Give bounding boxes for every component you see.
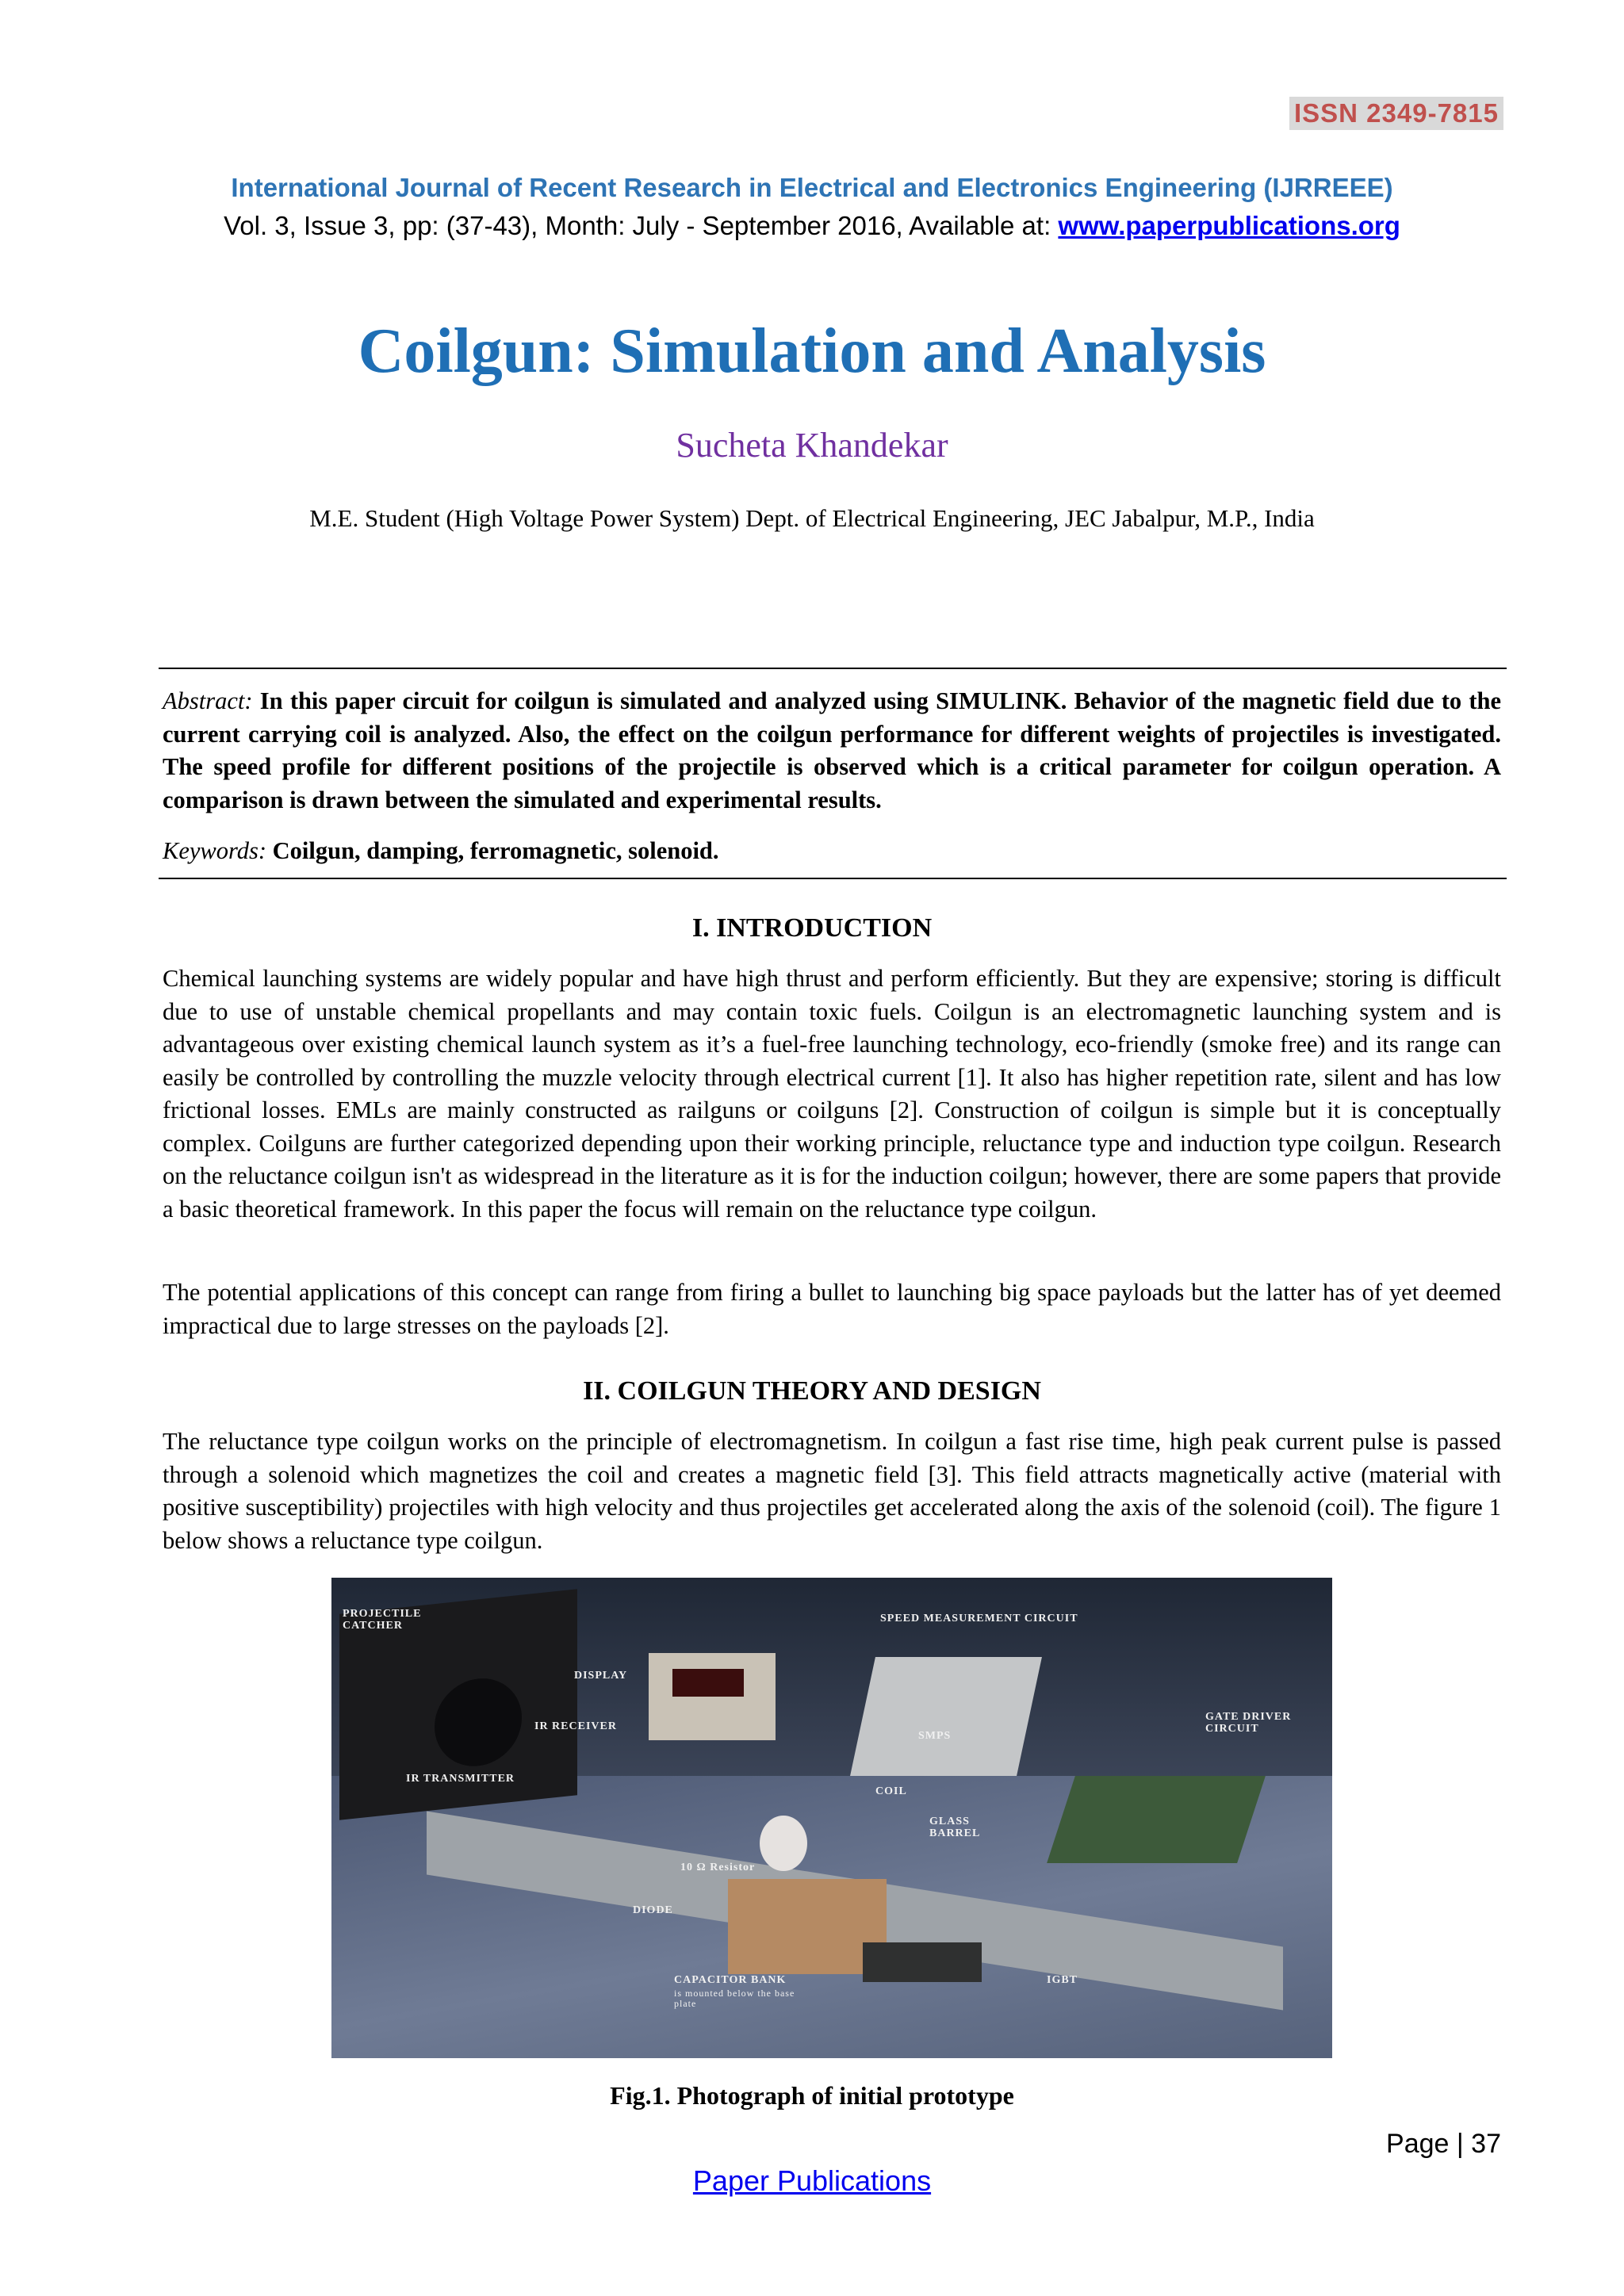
paper-title: Coilgun: Simulation and Analysis [358, 316, 1266, 386]
volume-text: Vol. 3, Issue 3, pp: (37-43), Month: July - September 2016, Available at: [224, 211, 1059, 240]
intro-paragraph-2: The potential applications of this concept can range from firing a bullet to launching big space payloads but the latter has of yet deemed impractical due to large stresses on the payloads [2]. [163, 1279, 1501, 1339]
label-igbt: IGBT [1047, 1974, 1078, 1986]
label-capacitor-note: is mounted below the base plate [674, 1988, 795, 2009]
prototype-photograph [331, 1578, 1332, 2058]
abstract-label: Abstract: [163, 687, 253, 714]
abstract-top-rule [159, 668, 1507, 669]
keywords-label: Keywords: [163, 837, 267, 864]
label-resistor: 10 Ω Resistor [680, 1862, 756, 1873]
coil-spool [760, 1816, 807, 1871]
intro-paragraph-1: Chemical launching systems are widely popular and have high thrust and perform efficiently. But they are expensive; storing is difficult due to use of unstable chemical propellants and may contain toxic fuels. Coilgun is an electromagnetic launching system and is advantageous over existing chemical launch system as it’s a fuel-free launching technology, eco-friendly (smoke free) and its range can easily be controlled by controlling the muzzle velocity through electrical current [1]. It also has higher repetition rate, silent and has low frictional losses. EMLs are mainly constructed as railguns or coilguns [2]. Construction of coilgun is simple but it is conceptually complex. Coilguns are further categorized depending upon their working principle, reluctance type and induction type coilgun. Research on the reluctance coilgun isn't as widespread in the literature as it is for the induction coilgun; however, there are some papers that provide a basic theoretical framework. In this paper the focus will remain on the reluctance type coilgun. [163, 965, 1501, 1223]
keywords [163, 835, 1501, 868]
label-coil: COIL [875, 1785, 907, 1797]
figure-caption: Fig.1. Photograph of initial prototype [610, 2081, 1014, 2110]
section-heading-theory: II. COILGUN THEORY AND DESIGN [583, 1376, 1041, 1406]
display-unit [649, 1653, 776, 1740]
label-ir-receiver: IR RECEIVER [534, 1720, 617, 1732]
author-name: Sucheta Khandekar [676, 426, 948, 465]
gate-driver-board [1047, 1776, 1266, 1863]
abstract-text: In this paper circuit for coilgun is simulated and analyzed using SIMULINK. Behavior of the magnetic field due to the current carrying coil is analyzed. Also, the effect on the coilgun performance for different weights of projectiles is investigated. The speed profile for different positions of the projectile is observed which is a critical parameter for coilgun operation. A comparison is drawn between the simulated and experimental results. [163, 687, 1501, 813]
journal-volume-line [0, 211, 1624, 241]
label-projectile-catcher: PROJECTILE CATCHER [343, 1608, 422, 1632]
label-display: DISPLAY [574, 1670, 628, 1682]
label-ir-transmitter: IR TRANSMITTER [406, 1773, 515, 1785]
label-glass-barrel: GLASS BARREL [929, 1816, 981, 1839]
label-diode: DIODE [633, 1904, 673, 1916]
publisher-link[interactable]: Paper Publications [692, 2164, 932, 2197]
issn-badge: ISSN 2349-7815 [1289, 97, 1503, 130]
section-heading-introduction: I. INTRODUCTION [691, 913, 933, 943]
keywords-text: Coilgun, damping, ferromagnetic, solenoid. [272, 837, 719, 864]
smps-box [850, 1657, 1042, 1776]
abstract [163, 685, 1501, 817]
page-number: Page | 37 [1386, 2129, 1501, 2159]
abstract-bottom-rule [159, 878, 1507, 879]
label-speed-measurement: SPEED MEASUREMENT CIRCUIT [880, 1613, 1078, 1624]
journal-title: International Journal of Recent Research in Electrical and Electronics Engineering (IJRREEE) [231, 173, 1393, 202]
journal-website-link[interactable]: www.paperpublications.org [1058, 211, 1400, 240]
theory-paragraph-1: The reluctance type coilgun works on the principle of electromagnetism. In coilgun a fast rise time, high peak current pulse is passed through a solenoid which magnetizes the coil and creates a magnetic field [3]. This field attracts magnetically active (material with positive susceptibility) projectiles with high velocity and thus projectiles get accelerated along the axis of the solenoid (coil). The figure 1 below shows a reluctance type coilgun. [163, 1428, 1501, 1554]
igbt-module [863, 1942, 982, 1982]
label-smps: SMPS [918, 1730, 952, 1742]
author-affiliation: M.E. Student (High Voltage Power System) Dept. of Electrical Engineering, JEC Jabalpur, M.P., India [309, 504, 1315, 532]
footer [0, 2164, 1624, 2198]
label-capacitor-bank: CAPACITOR BANK [674, 1974, 787, 1986]
label-gate-driver: GATE DRIVER CIRCUIT [1205, 1711, 1292, 1735]
